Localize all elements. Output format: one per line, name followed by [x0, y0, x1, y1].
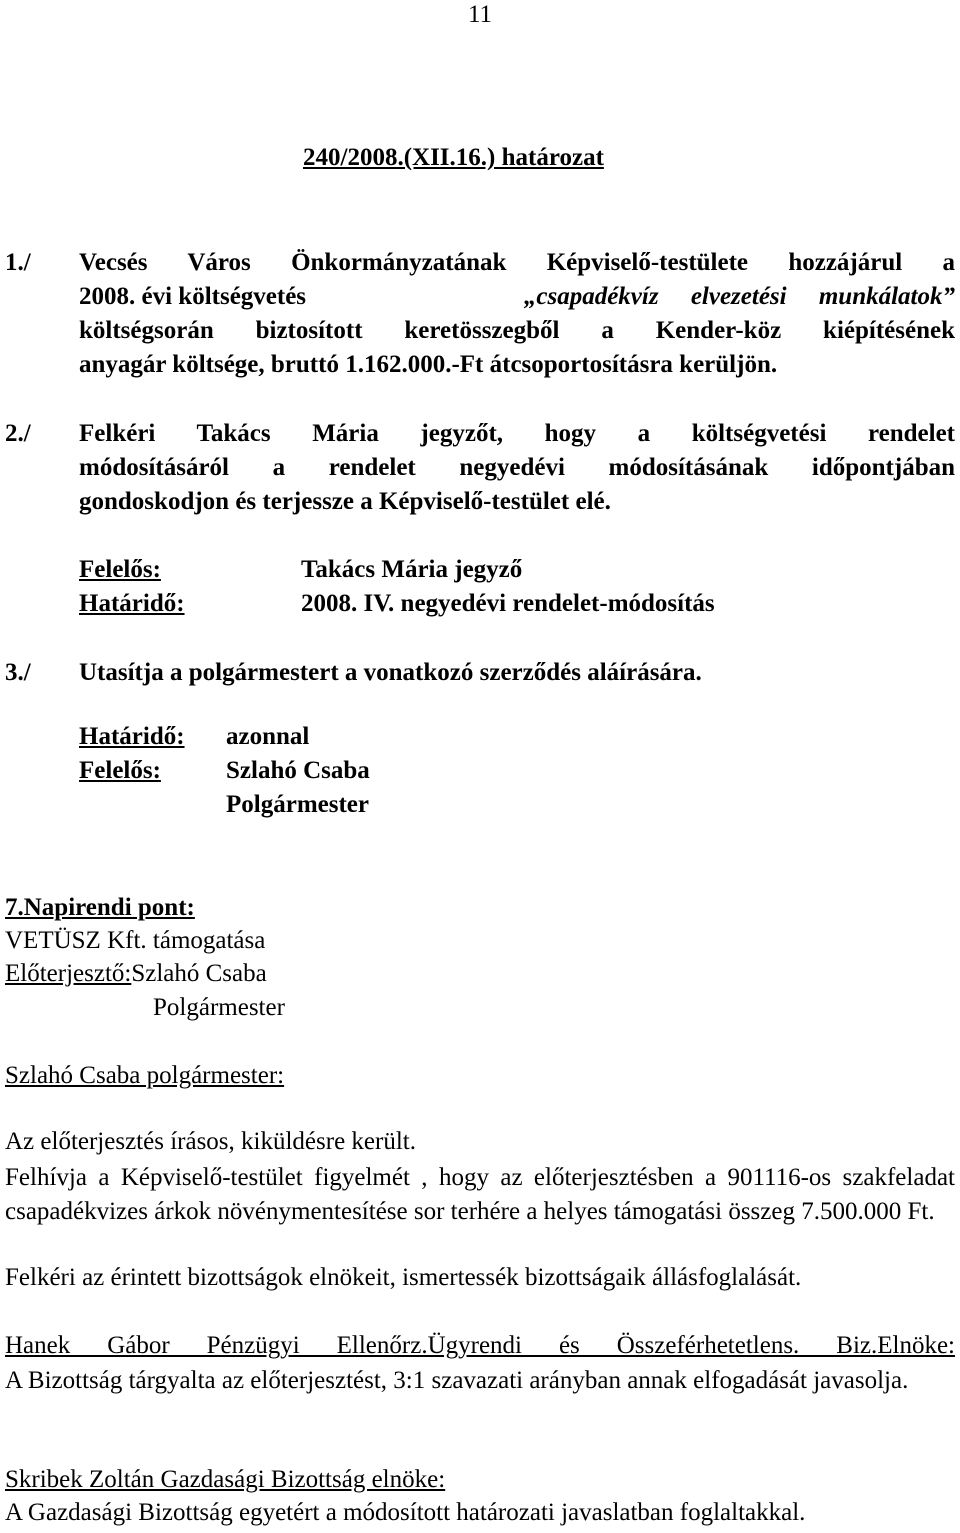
item-1-line-4: anyagár költsége, bruttó 1.162.000.-Ft átcsoportosításra kerüljön.	[79, 351, 778, 378]
item-3-text: Utasítja a polgármestert a vonatkozó szerződés aláírására.	[79, 659, 702, 686]
item-3-deadline-value: azonnal	[226, 723, 310, 750]
speech-paragraph: Az előterjesztés írásos, kiküldésre került.	[5, 1128, 416, 1155]
item-1-line-1: Vecsés Város Önkormányzatának Képviselő-testülete hozzájárul a	[79, 249, 955, 276]
item-1-line-2-a: 2008. évi költségvetés	[79, 283, 307, 310]
item-2-line-2: módosításáról a rendelet negyedévi módosításának időpontjában	[79, 454, 955, 481]
item-1-line-2	[79, 282, 955, 312]
item-2-deadline-value: 2008. IV. negyedévi rendelet-módosítás	[301, 590, 715, 617]
item-3-responsible-value: Szlahó Csaba	[226, 757, 370, 784]
item-1-number: 1./	[5, 249, 31, 276]
presenter-name: Szlahó Csaba	[131, 960, 267, 987]
speaker-name: Skribek Zoltán Gazdasági Bizottság elnöke:	[5, 1466, 446, 1493]
item-3-responsible-label: Felelős:	[79, 757, 161, 784]
speech-paragraph: Felkéri az érintett bizottságok elnökeit, ismertessék bizottságaik állásfoglalását.	[5, 1264, 802, 1291]
speech-paragraph: Felhívja a Képviselő-testület figyelmét , hogy az előterjesztésben a 901116-os szakfeladat csapadékvizes árkok növénymentesítése sor terhére a helyes támogatási összeg 7.500.000 Ft.	[5, 1164, 955, 1225]
item-3-responsible-title: Polgármester	[226, 791, 369, 818]
item-3-number: 3./	[5, 659, 31, 686]
item-1-line-3: költségsorán biztosított keretösszegből a Kender-köz kiépítésének	[79, 317, 955, 344]
agenda-presenter	[5, 959, 267, 989]
speech-paragraph: A Gazdasági Bizottság egyetért a módosított határozati javaslatban foglaltakkal.	[5, 1499, 806, 1526]
presenter-label: Előterjesztő:	[5, 960, 132, 987]
item-2-responsible-value: Takács Mária jegyző	[301, 556, 523, 583]
item-1-project-name: „csapadékvíz elvezetési munkálatok”	[523, 283, 955, 310]
resolution-title: 240/2008.(XII.16.) határozat	[303, 144, 604, 171]
speech-paragraph: A Bizottság tárgyalta az előterjesztést, 3:1 szavazati arányban annak elfogadását javasolja.	[5, 1367, 909, 1394]
speaker-name: Hanek Gábor Pénzügyi Ellenőrz.Ügyrendi és Összeférhetetlens. Biz.Elnöke:	[5, 1332, 955, 1359]
item-2-responsible-label: Felelős:	[79, 556, 161, 583]
item-2-deadline-label: Határidő:	[79, 590, 185, 617]
presenter-title: Polgármester	[153, 994, 285, 1021]
agenda-heading: 7.Napirendi pont:	[5, 894, 195, 921]
item-2-number: 2./	[5, 420, 31, 447]
speaker-name: Szlahó Csaba polgármester:	[5, 1062, 285, 1089]
item-3-deadline-label: Határidő:	[79, 723, 185, 750]
item-2-line-1: Felkéri Takács Mária jegyzőt, hogy a költségvetési rendelet	[79, 420, 955, 447]
item-2-line-3: gondoskodjon és terjessze a Képviselő-testület elé.	[79, 488, 611, 515]
page-number: 11	[467, 1, 493, 28]
agenda-subject: VETÜSZ Kft. támogatása	[5, 927, 266, 954]
